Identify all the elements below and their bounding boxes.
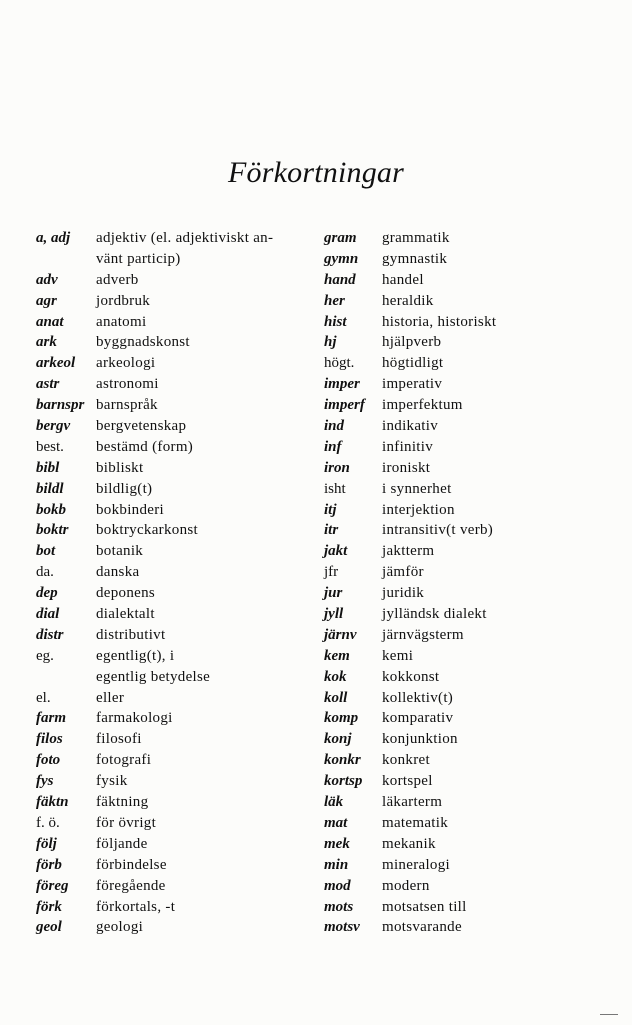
definition: järnvägsterm bbox=[382, 626, 464, 643]
abbreviation-entry bbox=[324, 729, 624, 750]
abbreviation: gymn bbox=[324, 250, 359, 267]
abbreviation-entry bbox=[36, 917, 316, 938]
abbreviation-entry bbox=[36, 353, 316, 374]
abbreviation-entry bbox=[36, 500, 316, 521]
definition: boktryckarkonst bbox=[96, 522, 198, 539]
abbreviation: inf bbox=[324, 438, 342, 455]
abbreviation-entry bbox=[36, 667, 316, 688]
abbreviation: dial bbox=[36, 606, 60, 623]
abbreviation-entry bbox=[36, 750, 316, 771]
abbreviation-entry bbox=[36, 855, 316, 876]
abbreviation-entry bbox=[36, 708, 316, 729]
abbreviation: följ bbox=[36, 835, 57, 852]
abbreviation: barnspr bbox=[36, 397, 85, 414]
abbreviation: boktr bbox=[36, 522, 69, 539]
abbreviation-entry bbox=[36, 312, 316, 333]
definition: imperfektum bbox=[382, 397, 463, 414]
definition: bokbinderi bbox=[96, 501, 164, 518]
definition: jordbruk bbox=[96, 292, 151, 309]
definition: förbindelse bbox=[96, 856, 167, 873]
abbreviation: mat bbox=[324, 814, 348, 831]
definition: föregående bbox=[96, 877, 166, 894]
definition: matematik bbox=[382, 814, 449, 831]
definition: kortspel bbox=[382, 773, 433, 790]
abbreviation: komp bbox=[324, 710, 359, 727]
definition: indikativ bbox=[382, 418, 439, 435]
abbreviation bbox=[36, 667, 96, 688]
definition: grammatik bbox=[382, 230, 450, 246]
abbreviation-entry bbox=[36, 520, 316, 541]
definition: gymnastik bbox=[382, 250, 448, 267]
abbreviation: her bbox=[324, 292, 345, 309]
abbreviation: läk bbox=[324, 794, 344, 811]
abbreviation: arkeol bbox=[36, 355, 76, 372]
abbreviation-entry bbox=[324, 917, 624, 938]
abbreviation: jur bbox=[324, 585, 343, 602]
definition: vänt particip) bbox=[96, 250, 181, 267]
definition: fotografi bbox=[96, 752, 152, 769]
abbreviation-entry bbox=[324, 813, 624, 834]
definition: historia, historiskt bbox=[382, 313, 497, 330]
definition: bergvetenskap bbox=[96, 418, 187, 435]
definition: ironiskt bbox=[382, 459, 431, 476]
abbreviation-entry bbox=[36, 604, 316, 625]
abbreviation: bot bbox=[36, 543, 56, 560]
abbreviation-list-left bbox=[36, 228, 316, 938]
abbreviation: bibl bbox=[36, 459, 60, 476]
abbreviation-entry bbox=[36, 249, 316, 270]
abbreviation: motsv bbox=[324, 919, 360, 936]
abbreviation-entry bbox=[324, 437, 624, 458]
definition: handel bbox=[382, 271, 424, 288]
abbreviation-entry bbox=[324, 353, 624, 374]
abbreviation: järnv bbox=[324, 626, 357, 643]
abbreviation: konj bbox=[324, 731, 352, 748]
definition: farmakologi bbox=[96, 710, 173, 727]
definition: bestämd (form) bbox=[96, 438, 194, 455]
abbreviation-entry bbox=[36, 479, 316, 500]
abbreviation: högt. bbox=[324, 355, 355, 372]
abbreviation: min bbox=[324, 856, 349, 873]
abbreviation-entry bbox=[324, 604, 624, 625]
abbreviation-entry bbox=[36, 729, 316, 750]
abbreviation: hand bbox=[324, 271, 356, 288]
abbreviation: jyll bbox=[324, 606, 344, 623]
abbreviation-entry bbox=[36, 688, 316, 709]
abbreviation-entry bbox=[36, 562, 316, 583]
definition: arkeologi bbox=[96, 355, 156, 372]
abbreviation: fäktn bbox=[36, 794, 69, 811]
definition: konjunktion bbox=[382, 731, 458, 748]
abbreviation: f. ö. bbox=[36, 814, 60, 831]
abbreviation: jakt bbox=[324, 543, 348, 560]
definition: deponens bbox=[96, 585, 156, 602]
definition: jylländsk dialekt bbox=[382, 606, 487, 623]
abbreviation-entry bbox=[324, 562, 624, 583]
definition: motsvarande bbox=[382, 919, 462, 936]
definition: kemi bbox=[382, 647, 414, 664]
abbreviation-entry bbox=[36, 813, 316, 834]
abbreviation-entry bbox=[324, 228, 624, 249]
abbreviation: iron bbox=[324, 459, 350, 476]
definition: adjektiv (el. adjektiviskt an- bbox=[96, 230, 274, 246]
definition: för övrigt bbox=[96, 814, 157, 831]
abbreviation-entry bbox=[324, 374, 624, 395]
definition: astronomi bbox=[96, 376, 159, 393]
abbreviation-entry bbox=[36, 876, 316, 897]
abbreviation-entry bbox=[324, 291, 624, 312]
abbreviation-list-right bbox=[324, 228, 624, 938]
abbreviation: förb bbox=[36, 856, 62, 873]
definition: jämför bbox=[382, 564, 424, 581]
abbreviation: adv bbox=[36, 271, 58, 288]
abbreviation: ind bbox=[324, 418, 345, 435]
abbreviation: farm bbox=[36, 710, 66, 727]
abbreviation-entry bbox=[324, 667, 624, 688]
definition: mekanik bbox=[382, 835, 436, 852]
abbreviation-entry bbox=[324, 270, 624, 291]
abbreviation-entry bbox=[324, 312, 624, 333]
abbreviation-entry bbox=[36, 792, 316, 813]
abbreviation-entry bbox=[324, 646, 624, 667]
abbreviation-entry bbox=[324, 876, 624, 897]
definition: interjektion bbox=[382, 501, 455, 518]
definition: juridik bbox=[382, 585, 425, 602]
definition: botanik bbox=[96, 543, 144, 560]
definition: byggnadskonst bbox=[96, 334, 190, 351]
definition: läkarterm bbox=[382, 794, 443, 811]
abbreviation: a, adj bbox=[36, 230, 71, 246]
definition: jaktterm bbox=[382, 543, 435, 560]
abbreviation-entry bbox=[324, 249, 624, 270]
abbreviation: filos bbox=[36, 731, 63, 748]
abbreviation: astr bbox=[36, 376, 60, 393]
abbreviation-entry bbox=[324, 708, 624, 729]
definition: geologi bbox=[96, 919, 144, 936]
definition: intransitiv(t verb) bbox=[382, 522, 494, 539]
definition: egentlig(t), i bbox=[96, 647, 175, 664]
abbreviation-entry bbox=[36, 228, 316, 249]
definition: konkret bbox=[382, 752, 430, 769]
definition: förkortals, -t bbox=[96, 898, 176, 915]
abbreviation: jfr bbox=[324, 564, 339, 581]
abbreviation-entry bbox=[324, 688, 624, 709]
abbreviation: distr bbox=[36, 626, 64, 643]
abbreviation-entry bbox=[324, 479, 624, 500]
definition: i synnerhet bbox=[382, 480, 452, 497]
abbreviation-entry bbox=[36, 583, 316, 604]
definition: dialektalt bbox=[96, 606, 155, 623]
abbreviation-entry bbox=[36, 834, 316, 855]
definition: adverb bbox=[96, 271, 139, 288]
definition: danska bbox=[96, 564, 140, 581]
abbreviation-entry bbox=[36, 332, 316, 353]
definition: fysik bbox=[96, 773, 128, 790]
abbreviation: agr bbox=[36, 292, 57, 309]
abbreviation: da. bbox=[36, 564, 54, 581]
abbreviation-entry bbox=[324, 395, 624, 416]
abbreviation: bildl bbox=[36, 480, 64, 497]
abbreviation-entry bbox=[324, 834, 624, 855]
abbreviation: mod bbox=[324, 877, 351, 894]
abbreviation-entry bbox=[36, 771, 316, 792]
abbreviation-entry bbox=[324, 855, 624, 876]
abbreviation-entry bbox=[324, 625, 624, 646]
abbreviation: fys bbox=[36, 773, 54, 790]
abbreviation: imper bbox=[324, 376, 360, 393]
definition: eller bbox=[96, 689, 125, 706]
definition: imperativ bbox=[382, 376, 443, 393]
abbreviation: bokb bbox=[36, 501, 66, 518]
abbreviation-entry bbox=[324, 897, 624, 918]
abbreviation: isht bbox=[324, 480, 346, 497]
abbreviation-entry bbox=[324, 520, 624, 541]
abbreviation-entry bbox=[36, 291, 316, 312]
abbreviation bbox=[36, 249, 96, 270]
abbreviation: koll bbox=[324, 689, 348, 706]
definition: kokkonst bbox=[382, 668, 440, 685]
abbreviation: anat bbox=[36, 313, 64, 330]
abbreviation: el. bbox=[36, 689, 51, 706]
abbreviation: eg. bbox=[36, 647, 54, 664]
definition: mineralogi bbox=[382, 856, 450, 873]
abbreviation: itr bbox=[324, 522, 339, 539]
page-title: Förkortningar bbox=[228, 156, 404, 189]
abbreviation-entry bbox=[36, 395, 316, 416]
abbreviation-entry bbox=[324, 792, 624, 813]
abbreviation-entry bbox=[36, 625, 316, 646]
definition: motsatsen till bbox=[382, 898, 467, 915]
definition: följande bbox=[96, 835, 148, 852]
abbreviation: dep bbox=[36, 585, 58, 602]
abbreviation-entry bbox=[36, 437, 316, 458]
page-edge-mark bbox=[600, 1014, 618, 1015]
abbreviation: itj bbox=[324, 501, 337, 518]
abbreviation-entry bbox=[324, 771, 624, 792]
abbreviation-entry bbox=[36, 458, 316, 479]
abbreviation-entry bbox=[36, 897, 316, 918]
abbreviation: kortsp bbox=[324, 773, 363, 790]
definition: heraldik bbox=[382, 292, 434, 309]
definition: filosofi bbox=[96, 731, 142, 748]
abbreviation-entry bbox=[324, 500, 624, 521]
abbreviation: föreg bbox=[36, 877, 69, 894]
abbreviation-entry bbox=[36, 374, 316, 395]
definition: modern bbox=[382, 877, 430, 894]
abbreviation-entry bbox=[324, 458, 624, 479]
definition: distributivt bbox=[96, 626, 166, 643]
abbreviation-entry bbox=[324, 583, 624, 604]
abbreviation-entry bbox=[324, 332, 624, 353]
abbreviation: bergv bbox=[36, 418, 71, 435]
definition: kollektiv(t) bbox=[382, 689, 454, 706]
abbreviation-entry bbox=[36, 416, 316, 437]
abbreviation: förk bbox=[36, 898, 62, 915]
definition: fäktning bbox=[96, 794, 149, 811]
abbreviation: hj bbox=[324, 334, 337, 351]
abbreviation-entry bbox=[324, 541, 624, 562]
abbreviation-entry bbox=[36, 646, 316, 667]
definition: komparativ bbox=[382, 710, 454, 727]
abbreviation: hist bbox=[324, 313, 347, 330]
abbreviation-entry bbox=[324, 416, 624, 437]
definition: högtidligt bbox=[382, 355, 444, 372]
abbreviation: mots bbox=[324, 898, 354, 915]
abbreviation-entry bbox=[324, 750, 624, 771]
abbreviation: geol bbox=[36, 919, 62, 936]
abbreviation-entry bbox=[36, 270, 316, 291]
abbreviation: mek bbox=[324, 835, 350, 852]
abbreviation: imperf bbox=[324, 397, 365, 414]
definition: bildlig(t) bbox=[96, 480, 153, 497]
abbreviation: ark bbox=[36, 334, 57, 351]
definition: infinitiv bbox=[382, 438, 434, 455]
definition: bibliskt bbox=[96, 459, 144, 476]
abbreviation: foto bbox=[36, 752, 61, 769]
abbreviation: kem bbox=[324, 647, 350, 664]
definition: hjälpverb bbox=[382, 334, 442, 351]
abbreviation: best. bbox=[36, 438, 64, 455]
abbreviation-entry bbox=[36, 541, 316, 562]
definition: barnspråk bbox=[96, 397, 158, 414]
abbreviation: kok bbox=[324, 668, 347, 685]
abbreviation: gram bbox=[324, 230, 357, 246]
abbreviation: konkr bbox=[324, 752, 361, 769]
definition: anatomi bbox=[96, 313, 147, 330]
definition: egentlig betydelse bbox=[96, 668, 211, 685]
